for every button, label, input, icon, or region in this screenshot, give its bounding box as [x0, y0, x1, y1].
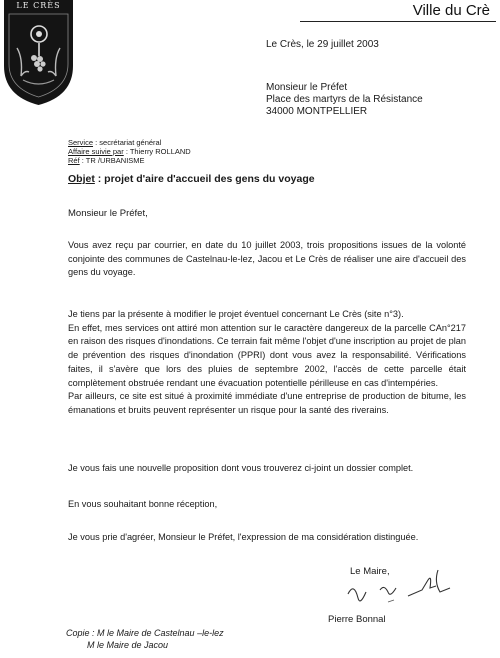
- paragraph-new-proposal: Je vous fais une nouvelle proposition dont vous trouverez ci-joint un dossier complet.: [68, 463, 414, 473]
- paragraph-line: Par ailleurs, ce site est situé à proximité immédiate d'une entreprise de production de bitume, les émanations et bruits peuvent représenter un risque pour la santé des riverains.: [68, 391, 466, 415]
- letter-references: [68, 138, 191, 165]
- subject-key: Objet: [68, 173, 95, 185]
- recipient-street: Place des martyrs de la Résistance: [266, 94, 423, 105]
- town-crest: [3, 0, 74, 106]
- signer-name: Pierre Bonnal: [328, 614, 386, 625]
- subject-text: : projet d'aire d'accueil des gens du voyage: [94, 173, 315, 185]
- crest-shield-icon: [3, 0, 74, 106]
- paragraph-line: En effet, mes services ont attiré mon attention sur le caractère dangereux de la parcelle CAn°217 en raison des risques d'inondations. Ce terrain fait même l'objet d'une inscription au projet de plan de prévention des risques d'inondation (PPRI) dont vous avez la responsabilité. Vérifications faites, il s'avère que lors des pluies de septembre 2002, l'accès de cette parcelle était complètement obstruée rendant une évacuation potentielle périlleuse en cas d'intempéries.: [68, 322, 467, 388]
- letterhead-town: Ville du Crè: [412, 2, 490, 19]
- paragraph-reception: En vous souhaitant bonne réception,: [68, 499, 218, 509]
- ref-service: Service : secrétariat général: [68, 138, 162, 147]
- recipient-city: 34000 MONTPELLIER: [266, 106, 368, 117]
- paragraph-proposals: Vous avez reçu par courrier, en date du 10 juillet 2003, trois propositions issues de la volonté conjointe des communes de Castelnau-le-lez, Jacou et Le Crès de réaliser une aire d'accueil des gens du voyage.: [68, 240, 466, 278]
- copy-line: M le Maire de Jacou: [87, 640, 169, 650]
- crest-label: LE CRÈS: [16, 1, 61, 10]
- copy-line: Copie : M le Maire de Castelnau –le-lez: [66, 628, 224, 638]
- paragraph-modification: [68, 308, 466, 418]
- letter-subject: [68, 173, 315, 185]
- letter-date: Le Crès, le 29 juillet 2003: [266, 39, 379, 50]
- ref-reference: Réf : TR /URBANISME: [68, 156, 145, 165]
- letterhead-rule: [300, 21, 496, 22]
- paragraph-line: Je tiens par la présente à modifier le projet éventuel concernant Le Crès (site n°3).: [68, 309, 404, 319]
- closing-title: Le Maire,: [350, 566, 390, 577]
- paragraph-closing: Je vous prie d'agréer, Monsieur le Préfet, l'expression de ma considération distinguée.: [68, 532, 419, 542]
- ref-affaire: Affaire suivie par : Thierry ROLLAND: [68, 147, 191, 156]
- recipient-address: [266, 82, 423, 118]
- recipient-name: Monsieur le Préfet: [266, 82, 348, 93]
- salutation: Monsieur le Préfet,: [68, 208, 148, 219]
- handwritten-signature: [318, 562, 468, 612]
- copies-list: [66, 627, 224, 651]
